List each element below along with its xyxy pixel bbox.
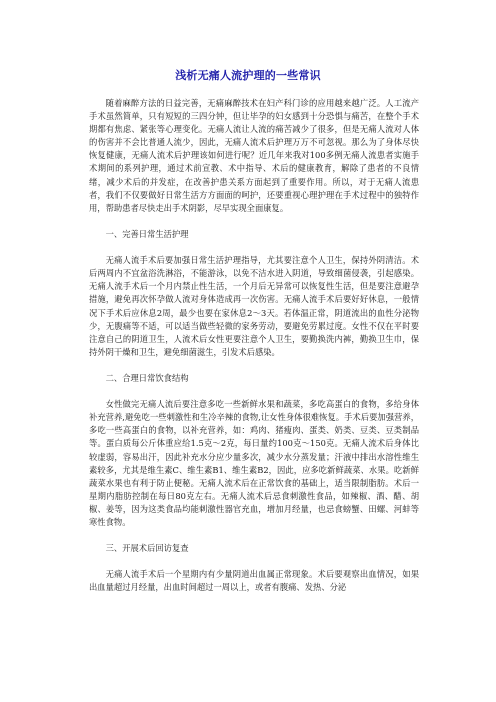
section-heading-2: 二、合理日常饮食结构 xyxy=(105,372,189,383)
section-heading-1: 一、完善日常生活护理 xyxy=(105,228,189,239)
section-body-2: 女性做完无痛人流后要注意多吃一些新鲜水果和蔬菜，多吃高蛋白的食物，多给身体补充营养,避免吃一些刺激性和生冷辛辣的食物,让女性身体很难恢复。手术后要加强营养，多吃一些高蛋白的食物，以补充营养，如：鸡肉、猪瘦肉、蛋类、奶类、豆类、豆类制品等。蛋白质每公斤体重应给1.5克～2克，每日量约100克～150克。无痛人流术后身体比较虚弱，容易出汗，因此补充水分应少量多次，减少水分蒸发量；汗液中排出水溶性维生素较多，尤其是维生素C、维生素B1、维生素B2，因此，应多吃新鲜蔬菜、水果。吃新鲜蔬菜水果也有利于防止便秘。无痛人流术后在正常饮食的基础上，适当限制脂肪。术后一星期内脂肪控制在每日80克左右。无痛人流术后忌食刺激性食品，如辣椒、酒、醋、胡椒、姜等，因为这类食品均能刺激性器官充血，增加月经量，也忌食螃蟹、田螺、河蚌等寒性食物。 xyxy=(89,399,419,527)
document-title: 浅析无痛人流护理的一些常识 xyxy=(175,69,321,82)
paragraph-spacer xyxy=(89,529,419,542)
paragraph-spacer xyxy=(89,215,419,228)
intro-paragraph: 随着麻醉方法的日益完善，无痛麻醉技术在妇产科门诊的应用越来越广泛。人工流产手术虽然简单，只有短短的三四分钟，但让毕孕的妇女感到十分恐惧与痛苦，在整个手术期都有焦虑、紧张等心理变化。无痛人流让人流的痛苦减少了很多，但是无痛人流对人体的伤害并不会比普通人流少，因此，无痛人流术后护理万万不可忽视。那么为了身体尽快恢复健康，无痛人流术后护理该如何进行呢？近几年来我对100多例无痛人流患者实施手术期间的系列护理，通过术前宣教、术中指导、术后的健康教育，解除了患者的不良情绪，减少术后的并发症，在改善护患关系方面起到了重要作用。所以，对于无痛人流患者，我们不仅要做好日常生活方方面面的呵护，还要重视心理护理在手术过程中的独特作用，帮助患者尽快走出手术阴影，尽早实现全面康复。 xyxy=(89,98,419,213)
paragraph-spacer xyxy=(89,359,419,372)
section-body-3: 无痛人流手术后一个星期内有少量阴道出血属正常现象。术后要观察出血情况，如果出血量超过月经量，出血时间超过一周以上，或者有腹痛、发热、分泌 xyxy=(89,569,419,593)
section-heading-3: 三、开展术后回访复查 xyxy=(105,543,189,554)
paragraph-spacer xyxy=(89,555,419,568)
paragraph-spacer xyxy=(89,241,419,254)
document-body xyxy=(89,97,419,595)
paragraph-spacer xyxy=(89,385,419,398)
section-body-1: 无痛人流手术后要加强日常生活护理指导，尤其要注意个人卫生，保持外阴清洁。术后两周内不宜盆浴洗淋浴，不能游泳，以免不洁水进入阴道，导致细菌侵袭，引起感染。无痛人流手术后一个月内禁止性生活，一个月后无异常可以恢复性生活，但是要注意避孕措施，避免再次怀孕做人流对身体造成再一次伤害。无痛人流手术后要好好休息，一般情况下手术后应休息2周，最少也要在家休息2～3天。若体温正常，阴道流出的血性分泌物少，无腹痛等不适，可以适当做些轻微的家务劳动，要避免劳累过度。女性不仅在平时要注意自己的阴道卫生，人流术后女性更要注意个人卫生，要勤换洗内裤，勤换卫生巾，保持外阴干燥和卫生，避免细菌滋生，引发术后感染。 xyxy=(89,255,419,357)
